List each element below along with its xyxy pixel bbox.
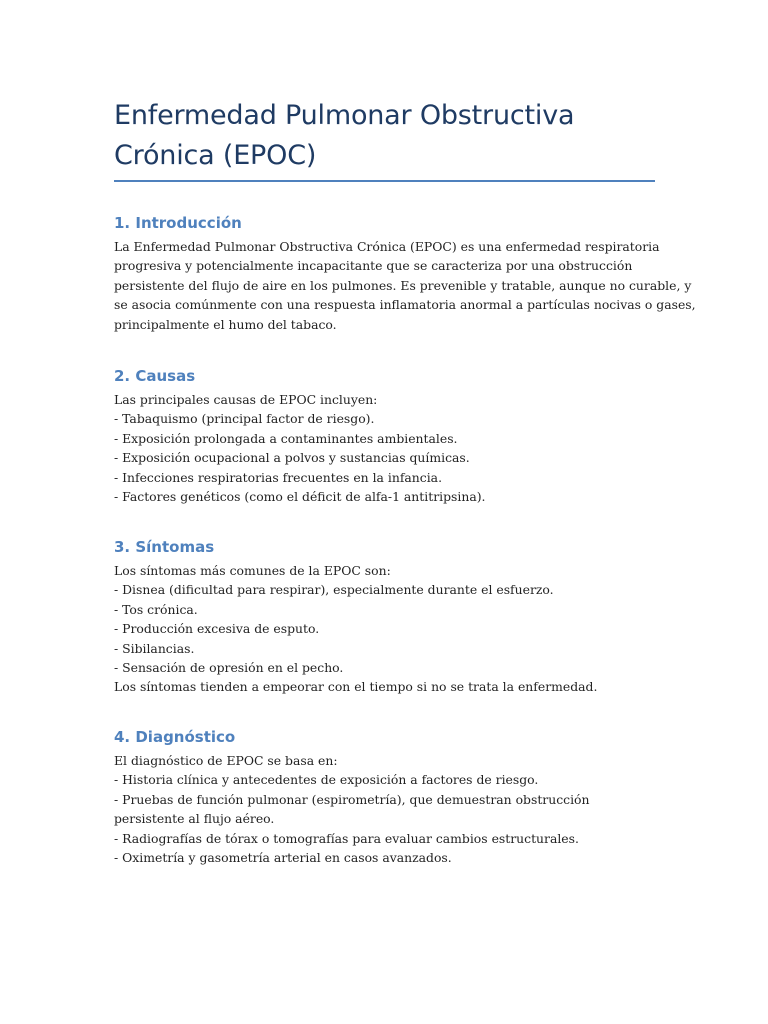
section-outro: Los síntomas tienden a empeorar con el tiempo si no se trata la enfermedad. [114, 679, 598, 695]
section-introduccion [114, 211, 696, 334]
section-heading: 3. Síntomas [114, 538, 215, 556]
paragraph-line: persistente del flujo de aire en los pulmones. Es prevenible y tratable, aunque no curable, y [114, 277, 692, 293]
paragraph-line: principalmente el humo del tabaco. [114, 316, 337, 332]
list-item: - Tabaquismo (principal factor de riesgo). [114, 411, 375, 427]
section-body [114, 561, 655, 697]
section-heading: 4. Diagnóstico [114, 728, 236, 746]
list-item: - Tos crónica. [114, 601, 198, 617]
list-item: - Sensación de opresión en el pecho. [114, 660, 344, 676]
list-item: - Sibilancias. [114, 640, 195, 656]
document-title-line: Enfermedad Pulmonar Obstructiva [114, 100, 575, 131]
section-intro: Los síntomas más comunes de la EPOC son: [114, 563, 391, 578]
document-title [114, 96, 655, 176]
section-body [114, 751, 655, 867]
section-diagnostico [114, 725, 655, 867]
list-item: - Disnea (dificultad para respirar), especialmente durante el esfuerzo. [114, 582, 554, 598]
section-heading: 2. Causas [114, 367, 196, 385]
section-intro: Las principales causas de EPOC incluyen: [114, 392, 378, 407]
list-item: - Historia clínica y antecedentes de exposición a factores de riesgo. [114, 772, 539, 788]
list-item: - Exposición ocupacional a polvos y sustancias químicas. [114, 450, 470, 466]
list-item: - Pruebas de función pulmonar (espirometría), que demuestran obstrucción persistente al flujo aéreo. [114, 791, 590, 827]
paragraph-line: se asocia comúnmente con una respuesta inflamatoria anormal a partículas nocivas o gases, [114, 297, 696, 313]
document-title-line: Crónica (EPOC) [114, 140, 317, 171]
section-sintomas [114, 535, 655, 697]
section-intro: El diagnóstico de EPOC se basa en: [114, 753, 338, 768]
list-item: - Factores genéticos (como el déficit de alfa-1 antitripsina). [114, 489, 486, 505]
section-heading: 1. Introducción [114, 214, 242, 232]
paragraph-line: La Enfermedad Pulmonar Obstructiva Crónica (EPOC) es una enfermedad respiratoria [114, 239, 660, 254]
paragraph-line: progresiva y potencialmente incapacitante que se caracteriza por una obstrucción [114, 258, 633, 274]
section-causas [114, 364, 655, 506]
list-item: - Oximetría y gasometría arterial en casos avanzados. [114, 850, 452, 866]
list-item: - Producción excesiva de esputo. [114, 621, 320, 637]
list-item: - Radiografías de tórax o tomografías para evaluar cambios estructurales. [114, 830, 579, 846]
title-underline [114, 180, 655, 182]
section-body [114, 390, 655, 506]
list-item: - Exposición prolongada a contaminantes ambientales. [114, 430, 458, 446]
section-paragraph [114, 237, 696, 334]
list-item: - Infecciones respiratorias frecuentes en la infancia. [114, 469, 443, 485]
